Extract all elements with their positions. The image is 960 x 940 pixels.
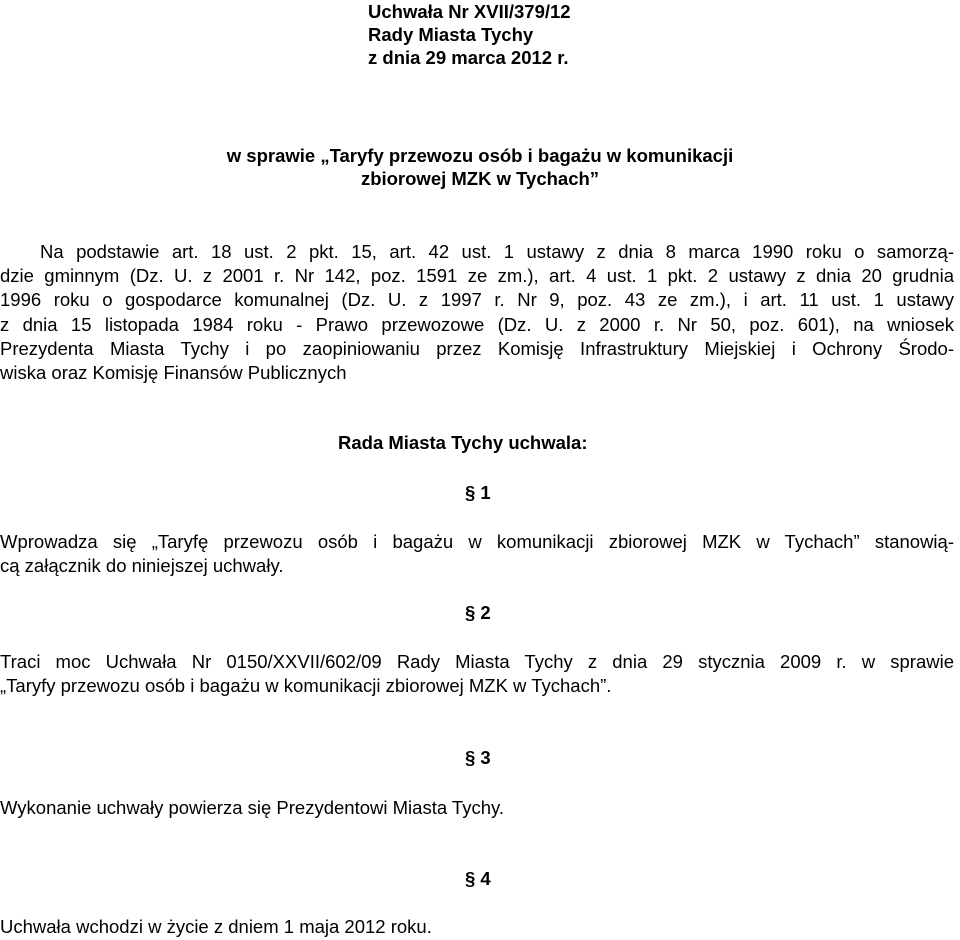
section-mark-2: § 2 [465, 602, 491, 623]
subject-line-2: zbiorowej MZK w Tychach” [360, 168, 600, 189]
section-line: Wprowadza się „Taryfę przewozu osób i bagażu w komunikacji zbiorowej MZK w Tychach” stanowią- [0, 531, 954, 552]
resolution-header [368, 0, 571, 69]
section-line: „Taryfy przewozu osób i bagażu w komunikacji zbiorowej MZK w Tychach”. [0, 675, 612, 697]
preamble-line: z dnia 15 listopada 1984 roku - Prawo przewozowe (Dz. U. z 2000 r. Nr 50, poz. 601), na wniosek [0, 313, 954, 335]
section-line: Uchwała wchodzi w życie z dniem 1 maja 2012 roku. [0, 916, 432, 937]
section-4-text [0, 915, 960, 939]
preamble-line: dzie gminnym (Dz. U. z 2001 r. Nr 142, poz. 1591 ze zm.), art. 4 ust. 1 pkt. 2 ustawy z dnia 20 grudnia [0, 265, 954, 287]
resolution-date: z dnia 29 marca 2012 r. [368, 47, 569, 68]
section-mark-1: § 1 [465, 482, 491, 503]
section-mark-3: § 3 [465, 747, 491, 768]
preamble-line: 1996 roku o gospodarce komunalnej (Dz. U. z 1997 r. Nr 9, poz. 43 ze zm.), i art. 11 ust. 1 ustawy [0, 289, 954, 311]
preamble-line: Na podstawie art. 18 ust. 2 pkt. 15, art. 42 ust. 1 ustawy z dnia 8 marca 1990 roku o samorzą- [40, 241, 954, 262]
section-1-text [0, 530, 960, 578]
section-mark-4: § 4 [465, 868, 491, 889]
section-3-text [0, 796, 960, 820]
section-line: Traci moc Uchwała Nr 0150/XXVII/602/09 Rady Miasta Tychy z dnia 29 stycznia 2009 r. w sprawie [0, 651, 954, 672]
resolution-number: Uchwała Nr XVII/379/12 [368, 1, 571, 22]
preamble-line: Prezydenta Miasta Tychy i po zaopiniowaniu przez Komisję Infrastruktury Miejskiej i Ochrony Środo- [0, 337, 954, 359]
council-resolves-heading: Rada Miasta Tychy uchwala: [338, 432, 588, 453]
resolution-subject [0, 144, 960, 190]
council-name: Rady Miasta Tychy [368, 24, 534, 45]
section-2-text [0, 650, 960, 698]
subject-line-1: w sprawie „Taryfy przewozu osób i bagażu w komunikacji [226, 145, 734, 166]
legal-basis-preamble [0, 240, 960, 385]
section-line: Wykonanie uchwały powierza się Prezydentowi Miasta Tychy. [0, 797, 505, 818]
section-line: cą załącznik do niniejszej uchwały. [0, 555, 284, 577]
preamble-line: wiska oraz Komisję Finansów Publicznych [0, 361, 347, 383]
